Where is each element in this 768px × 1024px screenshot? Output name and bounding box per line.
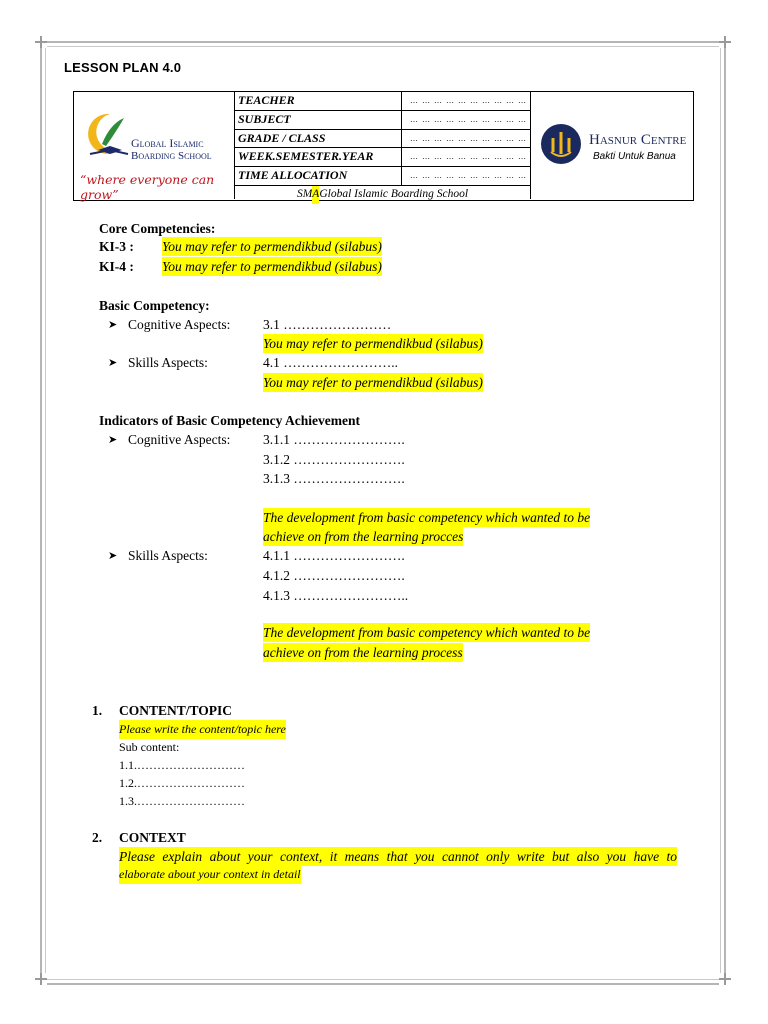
section2-heading: CONTEXT [119,830,186,845]
indicators-cognitive-label: Cognitive Aspects: [128,432,231,447]
indicator-item: 4.1.1 ……………………. [263,548,405,563]
indicators-cognitive-note: The development from basic competency which wanted to be [263,510,591,525]
time-allocation-row: TIME ALLOCATION … … … … … … … … … … [235,167,530,186]
corner-ornament [719,973,731,985]
corner-ornament [35,973,47,985]
header-fields [235,92,530,204]
ki4-label: KI-4 : [99,259,134,274]
arrow-bullet-icon: ➤ [108,357,118,369]
hasnur-emblem-icon [539,122,583,166]
basic-skills-note: You may refer to permendikbud (silabus) [263,375,483,390]
indicator-item: 4.1.2 ……………………. [263,568,405,583]
indicator-item: 4.1.3 …………………….. [263,588,409,603]
indicators-skills-note: The development from basic competency which wanted to be [263,625,591,640]
grade-class-row: GRADE / CLASS … … … … … … … … … … [235,130,530,149]
arrow-bullet-icon: ➤ [108,434,118,446]
school-tagline: “where everyone can grow” [80,172,215,202]
school-emblem-icon [80,110,132,160]
ki4-text: You may refer to permendikbud (silabus) [162,259,382,274]
indicator-item: 3.1.1 ……………………. [263,432,405,447]
section2-hint: elaborate about your context in detail [119,865,301,884]
basic-skills-label: Skills Aspects: [128,355,208,370]
school-row: SM A Global Islamic Boarding School [235,186,530,204]
section1-hint: Please write the content/topic here [119,720,286,739]
sub-content-item: 1.1.……………………… [119,758,245,772]
corner-ornament [719,36,731,48]
subject-row: SUBJECT … … … … … … … … … … [235,111,530,130]
school-logo [74,92,235,202]
section2-number: 2. [92,830,103,845]
section1-heading: CONTENT/TOPIC [119,703,233,718]
indicators-heading: Indicators of Basic Competency Achievement [99,413,360,428]
school-name: Global Islamic Boarding School [131,136,212,162]
basic-cognitive-value: 3.1 …………………… [263,317,392,332]
indicators-cognitive-note: achieve on from the learning procces [263,529,464,544]
basic-cognitive-label: Cognitive Aspects: [128,317,231,332]
section2-hint: Please explain about your context, it means that you cannot only write but also you have to [119,849,677,864]
hasnur-centre-logo: Hasnur Centre Bakti Untuk Banua [530,92,693,199]
ki3-text: You may refer to permendikbud (silabus) [162,239,382,254]
basic-skills-value: 4.1 …………………….. [263,355,398,370]
corner-ornament [35,36,47,48]
basic-cognitive-note: You may refer to permendikbud (silabus) [263,336,483,351]
sub-content-item: 1.2.……………………… [119,776,245,790]
indicator-item: 3.1.2 ……………………. [263,452,405,467]
week-semester-year-row: WEEK.SEMESTER.YEAR … … … … … … … … … … [235,148,530,167]
indicators-skills-label: Skills Aspects: [128,548,208,563]
core-heading: Core Competencies: [99,221,216,236]
page-title: LESSON PLAN 4.0 [64,60,182,75]
arrow-bullet-icon: ➤ [108,550,118,562]
teacher-row: TEACHER … … … … … … … … … … [235,92,530,111]
indicators-skills-note: achieve on from the learning process [263,645,463,660]
section1-number: 1. [92,703,103,718]
basic-heading: Basic Competency: [99,298,210,313]
arrow-bullet-icon: ➤ [108,319,118,331]
header-table [73,91,694,201]
sub-content-label: Sub content: [119,740,180,754]
indicator-item: 3.1.3 ……………………. [263,471,405,486]
sub-content-item: 1.3.……………………… [119,794,245,808]
ki3-label: KI-3 : [99,239,134,254]
